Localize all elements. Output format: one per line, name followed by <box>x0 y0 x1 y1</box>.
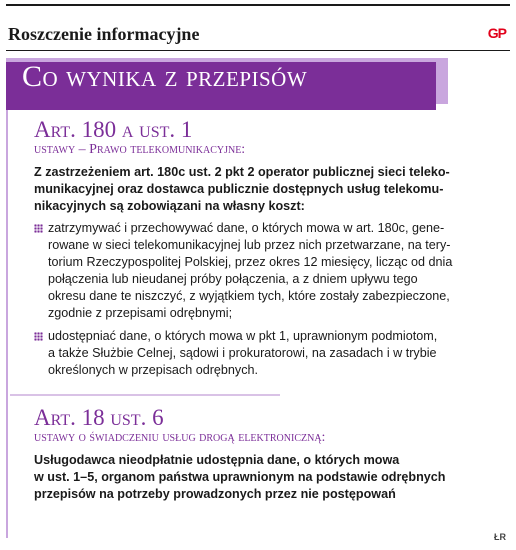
author-credit: ŁR <box>494 532 506 542</box>
section-art-18 <box>34 406 504 503</box>
article-title: Art. 18 ust. 6 <box>34 405 164 430</box>
article-text <box>34 452 504 503</box>
publisher-logo-icon: GP <box>487 25 506 41</box>
text-line: przepisów na potrzeby prowadzonych przez nie postępowań <box>34 487 396 501</box>
text-line: nikacyjnych są zobowiązani na własny koszt: <box>34 199 305 213</box>
article-source: ustawy o świadczeniu usług drogą elektroniczną: <box>34 430 326 445</box>
article-title: Art. 180 a ust. 1 <box>34 117 193 142</box>
text-line: Z zastrzeżeniem art. 180c ust. 2 pkt 2 operator publicznej sieci teleko- <box>34 165 450 179</box>
text-line: połączenia lub nieudanej próby połączenia, a z dniem upływu tego <box>48 272 418 286</box>
text-line: munikacyjnej oraz dostawca publicznie dostępnych usług telekomu- <box>34 182 444 196</box>
text-line: zgodnie z przepisami odrębnymi; <box>48 306 233 320</box>
text-line: udostępniać dane, o których mowa w pkt 1, uprawnionym podmiotom, <box>48 329 438 343</box>
text-line: okresu dane te niszczyć, z wyjątkiem tych, które zostały zabezpieczone, <box>48 289 450 303</box>
box-header-title: Roszczenie informacyjne <box>8 24 200 44</box>
article-intro <box>34 164 504 215</box>
section-art-180a <box>34 118 504 385</box>
list-item <box>34 220 500 322</box>
text-line: torium Rzeczypospolitej Polskiej, przez okres 12 miesięcy, licząc od dnia <box>48 255 453 269</box>
text-line: zatrzymywać i przechowywać dane, o których mowa w art. 180c, gene- <box>48 221 445 235</box>
header-rule <box>6 50 510 51</box>
text-line: rowane w sieci telekomunikacyjnej lub przez nich przetwarzane, na tery- <box>48 238 451 252</box>
list-item <box>34 328 500 379</box>
dotted-bullet-icon <box>34 332 43 341</box>
top-rule <box>6 4 510 6</box>
text-line: w ust. 1–5, organom państwa uprawnionym na podstawie odrębnych <box>34 470 446 484</box>
banner-title: Co wynika z przepisów <box>22 60 308 93</box>
text-line: Usługodawca nieodpłatnie udostępnia dane, o których mowa <box>34 453 400 467</box>
article-source: ustawy – Prawo telekomunikacyjne: <box>34 142 246 157</box>
text-line: określonych w przepisach odrębnych. <box>48 363 259 377</box>
text-line: a także Służbie Celnej, sądowi i prokuratorowi, na zasadach i w trybie <box>48 346 437 360</box>
obligations-list <box>34 220 504 379</box>
section-divider <box>10 394 280 396</box>
dotted-bullet-icon <box>34 224 43 233</box>
